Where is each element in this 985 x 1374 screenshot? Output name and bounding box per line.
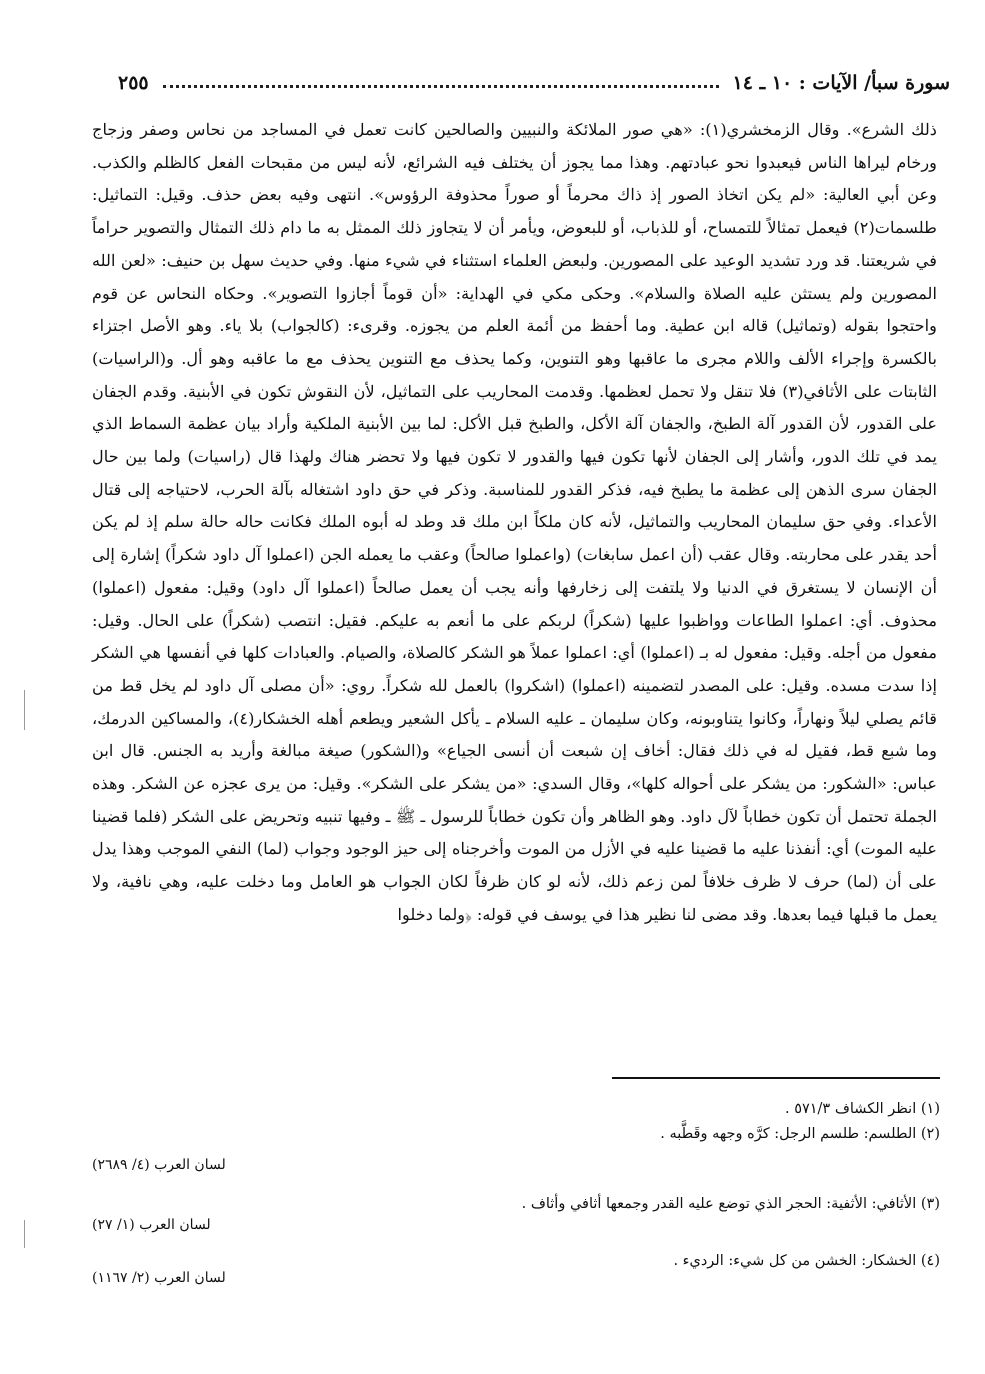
margin-note-3: لسان العرب (٢/ ١١٦٧) bbox=[92, 1270, 226, 1286]
footnote-separator bbox=[612, 1077, 940, 1079]
header-dot-leader bbox=[163, 85, 719, 88]
margin-note-2: لسان العرب (١/ ٢٧) bbox=[92, 1217, 211, 1233]
main-paragraph: ذلك الشرع». وقال الزمخشري(١): «هي صور الملائكة والنبيين والصالحين كانت تعمل في المساجد من نحاس وصفر وزجاج ورخام ليراها الناس فيعبدوا نحو عبادتهم. وهذا مما يجوز أن يختلف فيه الشرائع، لأنه ليس من مقبحات الفعل كالظلم والكذب. وعن أبي العالية: «لم يكن اتخاذ الصور إذ ذاك محرماً أو صوراً محذوفة الرؤوس». انتهى وفيه بعض حذف. وقيل: التماثيل: طلسمات(٢) فيعمل تمثالاً للتمساح، أو للذباب، أو للبعوض، ويأمر أن لا يتجاوز ذلك الممثل به ما دام ذلك التمثال والتصوير حراماً في شريعتنا. قد ورد تشديد الوعيد على المصورين. ولبعض العلماء استثناء في شيء منها. وفي حديث سهل بن حنيف: «لعن الله المصورين ولم يستثن عليه الصلاة والسلام». وحكى مكي في الهداية: «أن قوماً أجازوا التصوير». وحكاه النحاس عن قوم واحتجوا بقوله (وتماثيل) قاله ابن عطية. وما أحفظ من أئمة العلم من يجوزه. وقرىء: (كالجواب) بلا ياء. وهو الأصل اجتزاء بالكسرة وإجراء الألف واللام مجرى ما عاقبها وهو التنوين، وكما يحذف مع التنوين يحذف مع ما عاقبه وهو أل. و(الراسيات) الثابتات على الأثافي(٣) فلا تنقل ولا تحمل لعظمها. وقدمت المحاريب على التماثيل، لأن النقوش تكون في الأبنية. وقدم الجفان على القدور، لأن القدور آلة الطبخ، والجفان آلة الأكل، والطبخ قبل الأكل: لما بين الأبنية الملكية وأراد بيان عظمة السماط الذي يمد في تلك الدور، وأشار إلى الجفان لأنها تكون فيها والقدور لا تكون فيها ولا تحضر هناك ولهذا قال (راسيات) ولما بين حال الجفان سرى الذهن إلى عظمة ما يطبخ فيه، فذكر القدور للمناسبة. وذكر في حق داود اشتغاله بآلة الحرب، لاحتياجه إلى قتال الأعداء. وفي حق سليمان المحاريب والتماثيل، لأنه كان ملكاً ابن ملك قد وطد له أبوه الملك فكانت حاله حالة سلم إذ لم يكن أحد يقدر على محاربته. وقال عقب (أن اعمل سابغات) (واعملوا صالحاً) وعقب ما يعمله الجن (اعملوا آل داود شكراً) إشارة إلى أن الإنسان لا يستغرق في الدنيا ولا يلتفت إلى زخارفها وأنه يجب أن يعمل صالحاً (اعملوا آل داود) وقيل: مفعول (اعملوا) محذوف. أي: اعملوا الطاعات وواظبوا عليها (شكراً) لربكم على ما أنعم به عليكم. فقيل: انتصب (شكراً) على الحال. وقيل: مفعول من أجله. وقيل: مفعول له بـ (اعملوا) أي: اعملوا عملاً هو الشكر كالصلاة، والصيام. والعبادات كلها في أنفسها هي الشكر إذا سدت مسده. وقيل: على المصدر لتضمينه (اعملوا) (اشكروا) بالعمل لله شكراً. روي: «أن مصلى آل داود لم يخل قط من قائم يصلي ليلاً ونهاراً، وكانوا يتناوبونه، وكان سليمان ـ عليه السلام ـ يأكل الشعير ويطعم أهله الخشكار(٤)، والمساكين الدرمك، وما شبع قط، فقيل له في ذلك فقال: أخاف إن شبعت أن أنسى الجياع» و(الشكور) صيغة مبالغة وأريد به الجنس. قال ابن عباس: «الشكور: من يشكر على أحواله كلها»، وقال السدي: «من يشكر على الشكر». وقيل: من يرى عجزه عن الشكر. وهذه الجملة تحتمل أن تكون خطاباً لآل داود. وهو الظاهر وأن تكون خطاباً للرسول ـ ﷺ ـ وفيها تنبيه وتحريض على الشكر (فلما قضينا عليه الموت) أي: أنفذنا عليه ما قضينا عليه في الأزل من الموت وأخرجناه إلى حيز الوجود وجواب (لما) النفي الموجب وهذا يدل على أن (لما) حرف لا ظرف خلافاً لمن زعم ذلك، لأنه لو كان ظرفاً لكان الجواب هو العامل وما دخلت عليه، وهي نافية، ولا يعمل ما قبلها فيما بعدها. وقد مضى لنا نظير هذا في يوسف في قوله: ﴿ولما دخلوا bbox=[92, 120, 937, 924]
footnote-2: (٢) الطلسم: طلسم الرجل: كرَّه وجهه وقَطَّبه . bbox=[660, 1126, 940, 1142]
scan-mark bbox=[24, 1220, 25, 1248]
main-text bbox=[92, 114, 937, 932]
footnote-4: (٤) الخشكار: الخشن من كل شيء: الرديء . bbox=[673, 1253, 940, 1269]
footnote-1: (١) انظر الكشاف ٥٧١/٣ . bbox=[784, 1101, 940, 1117]
scan-mark bbox=[24, 690, 25, 730]
margin-note-1: لسان العرب (٤/ ٢٦٨٩) bbox=[92, 1157, 226, 1173]
surah-title: سورة سبأ/ الآيات : ١٠ ـ ١٤ bbox=[732, 72, 950, 94]
footnote-3: (٣) الأثافي: الأثفية: الحجر الذي توضع عليه القدر وجمعها أثافي وأثاف . bbox=[521, 1196, 940, 1212]
page-number: ٢٥٥ bbox=[118, 72, 149, 94]
running-header bbox=[118, 66, 950, 100]
